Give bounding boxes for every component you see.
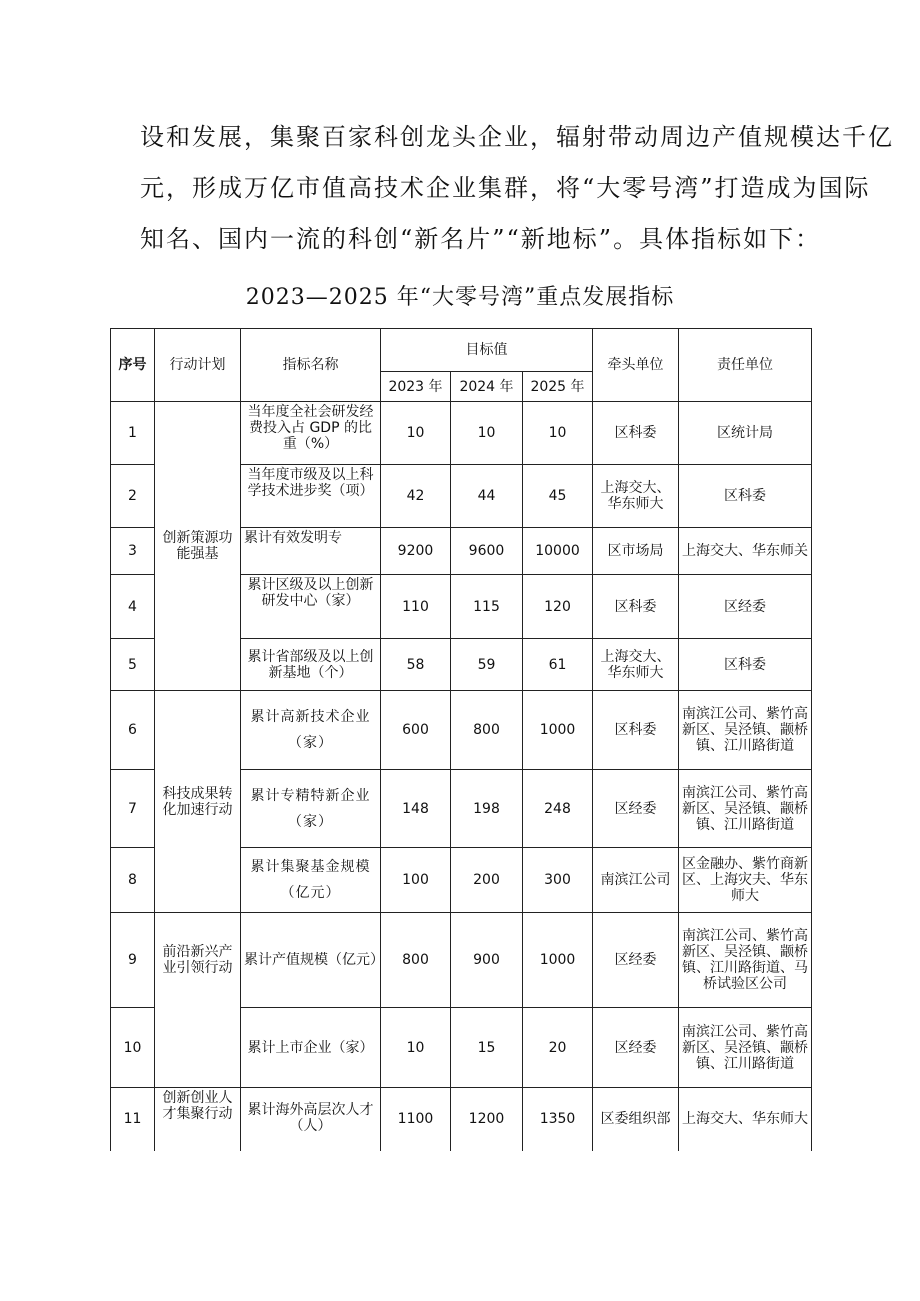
row-2025: 248 — [523, 770, 593, 848]
header-row-1 — [111, 329, 812, 372]
row-2024: 15 — [451, 1008, 523, 1088]
row-2023: 148 — [381, 770, 451, 848]
row-lead: 上海交大、华东师大 — [593, 639, 679, 691]
row-indicator: 累计高新技术企业（家） — [241, 691, 381, 770]
intro-paragraph — [140, 112, 894, 265]
row-2025: 10000 — [523, 528, 593, 575]
row-indicator: 累计省部级及以上创新基地（个） — [241, 639, 381, 691]
row-lead: 区经委 — [593, 770, 679, 848]
row-resp: 南滨江公司、紫竹高新区、吴泾镇、颛桥镇、江川路街道、马桥试验区公司 — [679, 913, 812, 1008]
header-2025: 2025 年 — [523, 372, 593, 402]
header-2023: 2023 年 — [381, 372, 451, 402]
row-2024: 1200 — [451, 1088, 523, 1151]
row-resp: 南滨江公司、紫竹高新区、吴泾镇、颛桥镇、江川路街道 — [679, 691, 812, 770]
intro-line-3: 知名、国内一流的科创“新名片”“新地标”。具体指标如下： — [140, 225, 822, 253]
row-lead: 区科委 — [593, 402, 679, 465]
row-2023: 9200 — [381, 528, 451, 575]
row-indicator: 累计区级及以上创新研发中心（家） — [241, 575, 381, 639]
intro-line-1: 设和发展，集聚百家科创龙头企业，辐射带动周边产值规模达千亿 — [140, 123, 894, 151]
row-indicator: 累计海外高层次人才（人） — [241, 1088, 381, 1151]
row-2025: 1000 — [523, 691, 593, 770]
row-2025: 45 — [523, 465, 593, 528]
row-2024: 9600 — [451, 528, 523, 575]
row-2025: 120 — [523, 575, 593, 639]
row-2025: 1000 — [523, 913, 593, 1008]
row-lead: 区经委 — [593, 913, 679, 1008]
row-resp: 上海交大、华东师大 — [679, 1088, 812, 1151]
row-no: 6 — [111, 691, 155, 770]
row-no: 1 — [111, 402, 155, 465]
row-2025: 1350 — [523, 1088, 593, 1151]
row-lead: 上海交大、华东师大 — [593, 465, 679, 528]
row-indicator: 累计上市企业（家） — [241, 1008, 381, 1088]
header-action: 行动计划 — [155, 329, 241, 402]
row-2023: 10 — [381, 402, 451, 465]
table-title: 2023—2025 年“大零号湾”重点发展指标 — [245, 285, 675, 310]
row-2024: 200 — [451, 848, 523, 913]
row-no: 7 — [111, 770, 155, 848]
header-seq: 序号 — [111, 329, 155, 402]
row-2024: 900 — [451, 913, 523, 1008]
group-continuation — [155, 1008, 241, 1088]
row-resp: 区科委 — [679, 465, 812, 528]
row-2025: 61 — [523, 639, 593, 691]
row-no: 5 — [111, 639, 155, 691]
row-resp: 南滨江公司、紫竹高新区、吴泾镇、颛桥镇、江川路街道 — [679, 770, 812, 848]
row-no: 11 — [111, 1088, 155, 1151]
row-lead: 区经委 — [593, 1008, 679, 1088]
row-no: 3 — [111, 528, 155, 575]
table-row — [111, 1088, 812, 1151]
group-label: 前沿新兴产业引领行动 — [155, 913, 241, 1008]
table-row — [111, 1008, 812, 1088]
row-2024: 10 — [451, 402, 523, 465]
header-indicator: 指标名称 — [241, 329, 381, 402]
row-no: 9 — [111, 913, 155, 1008]
row-lead: 区委组织部 — [593, 1088, 679, 1151]
row-2024: 198 — [451, 770, 523, 848]
row-indicator: 累计专精特新企业（家） — [241, 770, 381, 848]
group-label: 创新策源功能强基 — [155, 402, 241, 691]
row-resp: 南滨江公司、紫竹高新区、吴泾镇、颛桥镇、江川路街道 — [679, 1008, 812, 1088]
row-2023: 800 — [381, 913, 451, 1008]
row-no: 2 — [111, 465, 155, 528]
row-lead: 南滨江公司 — [593, 848, 679, 913]
row-2023: 110 — [381, 575, 451, 639]
row-2025: 10 — [523, 402, 593, 465]
row-indicator: 累计有效发明专 — [241, 528, 381, 575]
row-resp: 上海交大、华东师关 — [679, 528, 812, 575]
indicators-table — [110, 328, 812, 1151]
header-2024: 2024 年 — [451, 372, 523, 402]
row-2025: 300 — [523, 848, 593, 913]
header-target: 目标值 — [381, 329, 593, 372]
row-resp: 区统计局 — [679, 402, 812, 465]
row-lead: 区科委 — [593, 691, 679, 770]
header-lead: 牵头单位 — [593, 329, 679, 402]
row-resp: 区经委 — [679, 575, 812, 639]
row-2023: 100 — [381, 848, 451, 913]
intro-line-2: 元，形成万亿市值高技术企业集群，将“大零号湾”打造成为国际 — [140, 174, 871, 202]
header-resp: 责任单位 — [679, 329, 812, 402]
row-indicator: 累计集聚基金规模（亿元） — [241, 848, 381, 913]
row-2024: 59 — [451, 639, 523, 691]
row-2024: 800 — [451, 691, 523, 770]
row-no: 8 — [111, 848, 155, 913]
row-2023: 1100 — [381, 1088, 451, 1151]
row-lead: 区科委 — [593, 575, 679, 639]
row-2024: 115 — [451, 575, 523, 639]
row-indicator: 当年度市级及以上科学技术进步奖（项） — [241, 465, 381, 528]
row-indicator: 累计产值规模（亿元） — [241, 913, 381, 1008]
row-no: 10 — [111, 1008, 155, 1088]
row-2023: 58 — [381, 639, 451, 691]
table-row — [111, 913, 812, 1008]
row-2024: 44 — [451, 465, 523, 528]
row-indicator: 当年度全社会研发经费投入占 GDP 的比重（%） — [241, 402, 381, 465]
group-label: 科技成果转化加速行动 — [155, 691, 241, 913]
table-row — [111, 402, 812, 465]
group-label: 创新创业人才集聚行动 — [155, 1088, 241, 1151]
row-2023: 600 — [381, 691, 451, 770]
row-2025: 20 — [523, 1008, 593, 1088]
row-2023: 42 — [381, 465, 451, 528]
row-resp: 区科委 — [679, 639, 812, 691]
row-no: 4 — [111, 575, 155, 639]
row-resp: 区金融办、紫竹商新区、上海灾夫、华东师大 — [679, 848, 812, 913]
row-2023: 10 — [381, 1008, 451, 1088]
table-row — [111, 691, 812, 770]
row-lead: 区市场局 — [593, 528, 679, 575]
